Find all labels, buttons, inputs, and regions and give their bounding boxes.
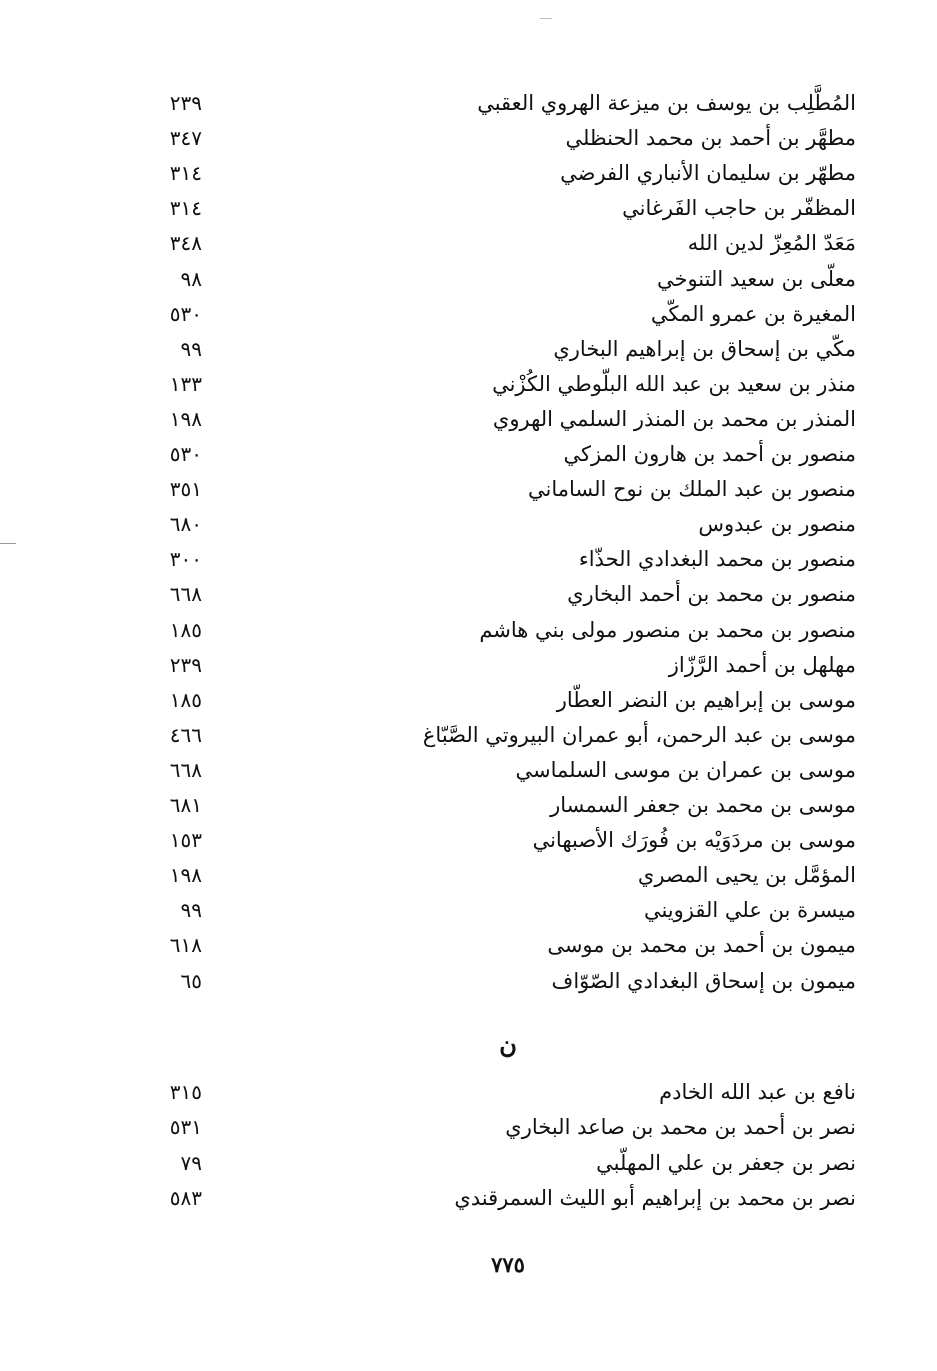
index-entry [150, 332, 856, 366]
index-entry [150, 402, 856, 436]
entry-name: منصور بن محمد البغدادي الحذّاء [578, 547, 856, 572]
entry-page-number: ١٨٥ [169, 617, 202, 642]
index-entry [150, 858, 856, 892]
entry-page-number: ٩٩ [180, 336, 202, 361]
entry-name: موسى بن عبد الرحمن، أبو عمران البيروتي الصَّبّاغ [422, 722, 856, 747]
entry-name: المؤمَّل بن يحيى المصري [637, 863, 856, 888]
entry-page-number: ٥٣٠ [169, 301, 202, 326]
index-entry [150, 788, 856, 822]
entry-page-number: ٣٤٨ [169, 231, 202, 256]
index-entry [150, 613, 856, 647]
index-entry [150, 893, 856, 927]
entry-name: المُطَّلِب بن يوسف بن ميزعة الهروي العقبي [477, 91, 856, 115]
page-number: ٧٧٥ [491, 1252, 525, 1277]
entry-name: نصر بن محمد بن إبراهيم أبو الليث السمرقندي [454, 1185, 856, 1210]
index-entry [150, 437, 856, 471]
entry-name: موسى بن محمد بن جعفر السمسار [550, 793, 856, 817]
entry-name: ميمون بن أحمد بن محمد بن موسى [547, 933, 856, 958]
entry-name: ميسرة بن علي القزويني [643, 898, 856, 923]
entry-name: نافع بن عبد الله الخادم [659, 1080, 856, 1104]
index-entry [150, 1181, 856, 1215]
index-entry [150, 823, 856, 857]
entry-page-number: ١٣٣ [169, 371, 202, 396]
entry-page-number: ٣٤٧ [169, 126, 202, 151]
entry-name: معلّى بن سعيد التنوخي [656, 266, 856, 291]
entry-page-number: ٥٨٣ [169, 1185, 202, 1210]
entry-page-number: ٦٦٨ [169, 757, 202, 782]
entry-page-number: ١٩٨ [169, 863, 202, 888]
entry-name: مكّي بن إسحاق بن إبراهيم البخاري [553, 336, 856, 361]
index-entry [150, 964, 856, 998]
entry-name: مطهَّر بن أحمد بن محمد الحنظلي [565, 126, 856, 151]
index-entry [150, 262, 856, 296]
index-entry [150, 928, 856, 962]
entry-name: منصور بن عبدوس [698, 512, 856, 537]
entry-page-number: ٦٨٠ [169, 512, 202, 537]
entry-name: منذر بن سعيد بن عبد الله البلّوطي الكُزْني [492, 371, 856, 396]
entry-page-number: ١٨٥ [169, 687, 202, 712]
entry-name: المنذر بن محمد بن المنذر السلمي الهروي [492, 406, 856, 431]
entry-name: مطهّر بن سليمان الأنباري الفرضي [560, 161, 856, 186]
entry-name: المظفّر بن حاجب الفَرغاني [622, 196, 856, 221]
entry-page-number: ٢٣٩ [169, 652, 202, 677]
entry-name: منصور بن محمد بن منصور مولى بني هاشم [479, 617, 856, 642]
entry-name: ميمون بن إسحاق البغدادي الصّوّاف [551, 968, 856, 993]
index-entry [150, 648, 856, 682]
index-entry [150, 1146, 856, 1180]
index-entry [150, 1075, 856, 1109]
index-entry [150, 86, 856, 120]
entry-name: موسى بن عمران بن موسى السلماسي [515, 757, 856, 782]
index-entry [150, 367, 856, 401]
entry-page-number: ٣٠٠ [169, 547, 202, 572]
index-entry [150, 191, 856, 225]
scan-margin-mark [0, 543, 16, 544]
entry-page-number: ٢٣٩ [169, 91, 202, 115]
index-entry [150, 156, 856, 190]
entry-name: منصور بن محمد بن أحمد البخاري [567, 582, 856, 607]
entry-page-number: ٣١٤ [169, 161, 202, 186]
entry-name: مهلهل بن أحمد الرَّزّاز [668, 652, 856, 677]
index-entry [150, 1110, 856, 1144]
entry-name: نصر بن أحمد بن محمد بن صاعد البخاري [505, 1115, 856, 1140]
entry-page-number: ٦٦٨ [169, 582, 202, 607]
entry-page-number: ٩٩ [180, 898, 202, 923]
entry-name: موسى بن مردَوَيْه بن فُورَك الأصبهاني [532, 828, 856, 853]
entry-name: نصر بن جعفر بن علي المهلّبي [596, 1150, 856, 1175]
index-entry [150, 507, 856, 541]
index-entry [150, 121, 856, 155]
index-entry [150, 753, 856, 787]
index-entry [150, 226, 856, 260]
entry-page-number: ٦١٨ [169, 933, 202, 958]
entry-page-number: ٣١٥ [169, 1080, 202, 1104]
entry-page-number: ٦٨١ [169, 793, 202, 817]
entry-name: منصور بن أحمد بن هارون المزكي [563, 442, 856, 466]
index-entry [150, 577, 856, 611]
entry-page-number: ٤٦٦ [169, 722, 202, 747]
entry-page-number: ٣٥١ [169, 477, 202, 502]
scan-tick-mark [540, 18, 552, 19]
index-entry [150, 542, 856, 576]
entry-page-number: ٣١٤ [169, 196, 202, 221]
entry-page-number: ١٩٨ [169, 406, 202, 431]
entry-page-number: ٥٣٠ [169, 442, 202, 466]
index-entry [150, 718, 856, 752]
entry-page-number: ٥٣١ [169, 1115, 202, 1140]
index-entry [150, 472, 856, 506]
entry-page-number: ٦٥ [180, 968, 202, 993]
index-entry [150, 683, 856, 717]
entry-name: موسى بن إبراهيم بن النضر العطّار [556, 687, 856, 712]
index-entry [150, 297, 856, 331]
entry-page-number: ١٥٣ [169, 828, 202, 853]
entry-name: مَعَدّ المُعِزّ لدين الله [687, 231, 856, 256]
entry-page-number: ٩٨ [180, 266, 202, 291]
entry-name: المغيرة بن عمرو المكّي [650, 301, 856, 326]
entry-page-number: ٧٩ [180, 1150, 202, 1175]
entry-name: منصور بن عبد الملك بن نوح الساماني [527, 477, 856, 502]
section-letter-heading: ن [499, 1030, 517, 1059]
